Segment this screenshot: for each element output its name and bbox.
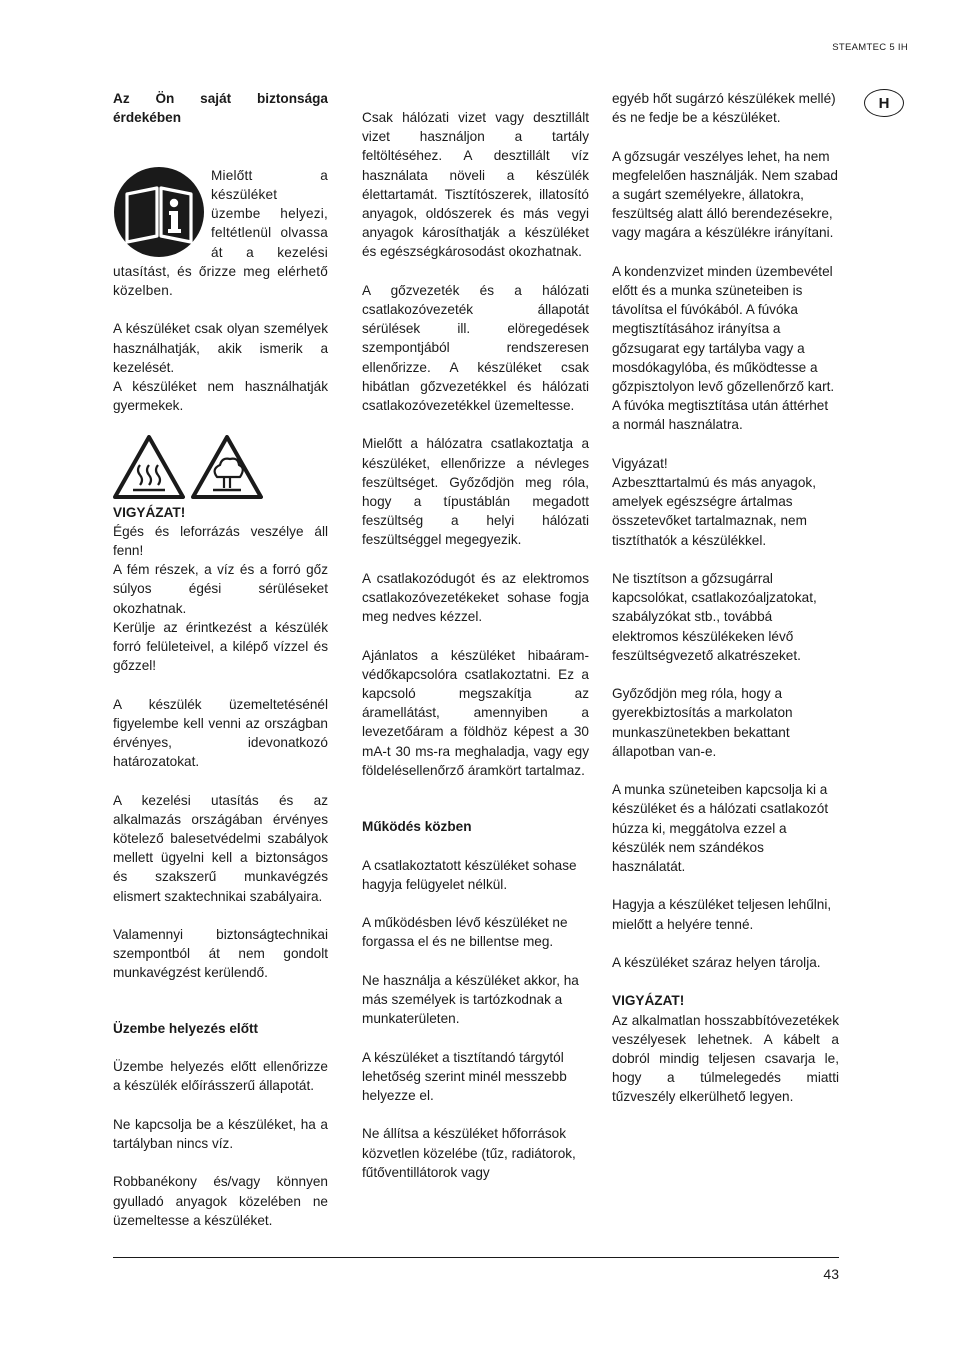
warning-title: VIGYÁZAT! <box>612 993 685 1009</box>
section-title-safety: Az Ön saját biztonsága érdekében <box>113 91 328 126</box>
section-title-before-start: Üzembe helyezés előtt <box>113 1020 259 1036</box>
column-2 <box>362 108 589 1201</box>
paragraph: Ajánlatos a készüléket hibaáram-védőkapcsolóra csatlakoztatni. Ez a kapcsoló megszakítja az áramellátást, amennyiben a levezetőáram a földhöz képest a 30 mA-t 30 ms-ra meghaladja, vagy egy földelésellenőrző áramkört tartalmaz. <box>362 647 589 778</box>
paragraph: Ne kapcsolja be a készüléket, ha a tartályban nincs víz. <box>113 1116 328 1151</box>
paragraph: A készülék üzemeltetésénél figyelembe kell venni az országban érvényes, idevonatkozó határozatokat. <box>113 696 328 770</box>
hot-surface-warning-icon <box>113 435 185 499</box>
paragraph: Győződjön meg róla, hogy a gyerekbiztosítás a markolaton munkaszünetekben bekattant állapotban van-e. <box>612 686 793 759</box>
info-text: Mielőtt a készüléket üzembe helyezi, feltétlenül olvassa át a kezelési utasítást, és őrizze meg elérhető közelben. <box>113 167 328 298</box>
paragraph: A készüléket nem használhatják gyermekek. <box>113 379 328 414</box>
paragraph: Azbeszttartalmú és más anyagok, amelyek egészségre ártalmas összetevőket tartalmaznak, nem tisztíthatók a készülékkel. <box>612 475 816 548</box>
paragraph: egyéb hőt sugárzó készülékek mellé) és ne fedje be a készüléket. <box>612 91 836 126</box>
paragraph: A gőzvezeték és a hálózati csatlakozóvezeték állapotát sérülések ill. elöregedések szempontjából rendszeresen ellenőrizze. A készüléket csak hibátlan gőzvezetékkel és hálózati csatlakozóvezetékkel üzemeltesse. <box>362 282 589 414</box>
paragraph: A munka szüneteiben kapcsolja ki a készüléket és a hálózati csatlakozót húzza ki, meggátolva ezzel a készülék nem szándékos használatát. <box>612 782 829 875</box>
paragraph: Hagyja a készüléket teljesen lehűlni, mielőtt a helyére tenné. <box>612 897 832 932</box>
paragraph: Mielőtt a hálózatra csatlakoztatja a készüléket, ellenőrizze a névleges feszültséget. Győződjön meg róla, hogy a típustáblán megadott feszültség a helyi hálózati feszültséggel megegyezik. <box>362 436 589 548</box>
paragraph: Ne tisztítson a gőzsugárral kapcsolókat, csatlakozóaljzatokat, szabályzókat stb., továbbá elektromos készülékeken lévő feszültségvezető alkatrészeket. <box>612 571 817 663</box>
section-title-during-operation: Működés közben <box>362 819 472 835</box>
paragraph: A csatlakozódugót és az elektromos csatlakozóvezetékeket sohase fogja meg nedves kézzel. <box>362 570 589 625</box>
footer-divider <box>113 1257 839 1258</box>
read-manual-info-icon <box>113 166 205 258</box>
paragraph: Vigyázat! <box>612 455 668 471</box>
language-badge: H <box>864 89 904 117</box>
info-block <box>113 166 328 300</box>
warning-icons <box>113 435 328 499</box>
warning-title: VIGYÁZAT! <box>113 504 186 520</box>
paragraph: Kerülje az érintkezést a készülék forró felületeivel, a kilépő vízzel és gőzzel! <box>113 619 328 674</box>
column-1 <box>113 89 328 1249</box>
paragraph: A készüléket száraz helyen tárolja. <box>612 955 821 971</box>
paragraph: Valamennyi biztonságtechnikai szempontból át nem gondolt munkavégzést kerülendő. <box>113 927 328 981</box>
paragraph: A fém részek, a víz és a forró gőz súlyos égési sérüléseket okozhatnak. <box>113 562 328 616</box>
paragraph: A kondenzvizet minden üzembevétel előtt és a munka szüneteiben is távolítsa el fúvókából. A fúvóka megtisztításához irányítsa a gőzsugarat egy tartályba vagy a mosdókagylóba, és működtesse a gőzpisztolyon levő gőzellenőrző kart. A fúvóka megtisztítása után áttérhet a normál használatra. <box>612 263 835 433</box>
paragraph: Ne használja a készüléket akkor, ha más személyek is tartózkodnak a munkaterületen. <box>362 972 579 1027</box>
page-number: 43 <box>823 1266 839 1282</box>
paragraph: Robbanékony és/vagy könnyen gyulladó anyagok közelében ne üzemeltesse a készüléket. <box>113 1174 328 1228</box>
paragraph: A készüléket a tisztítandó tárgytól lehetőség szerint minél messzebb helyezze el. <box>362 1049 567 1104</box>
paragraph: A készüléket csak olyan személyek használhatják, akik ismerik a kezelését. <box>113 321 328 375</box>
paragraph: Üzembe helyezés előtt ellenőrizze a készülék előírásszerű állapotát. <box>113 1059 328 1094</box>
document-model-name: STEAMTEC 5 IH <box>832 42 908 53</box>
column-3 <box>612 89 839 1126</box>
paragraph: Égés és leforrázás veszélye áll fenn! <box>113 523 328 558</box>
paragraph: Ne állítsa a készüléket hőforrások közvetlen közelébe (tűz, radiátorok, fűtőventillátorok vagy <box>362 1126 576 1180</box>
paragraph: Az alkalmatlan hosszabbítóvezetékek veszélyesek lehetnek. A kábelt a dobról mindig teljesen csavarja le, hogy a túlmelegedés miatti tűzveszély elkerülhető legyen. <box>612 1012 839 1105</box>
paragraph: Csak hálózati vizet vagy desztillált vizet használjon a tartály feltöltéséhez. A desztillált víz használata növeli a készülék élettartamát. Tisztítószerek, illatosító anyagok, oldószerek és más vegyi anyagok károsíthatják a készüléket és egészségkárosodást okozhatnak. <box>362 110 589 260</box>
paragraph: A kezelési utasítás és az alkalmazás országában érvényes kötelező balesetvédelmi szabályok mellett ügyelni kell a biztonságos és szakszerű munkavégzés elismert szaktechnikai szabályaira. <box>113 792 328 904</box>
paragraph: A gőzsugár veszélyes lehet, ha nem megfelelően használják. Nem szabad a sugárt személyekre, állatokra, feszültség alatt álló berendezésekre, vagy magára a készülékre irányítani. <box>612 148 838 241</box>
hot-steam-warning-icon <box>191 435 263 499</box>
paragraph: A működésben lévő készüléket ne forgassa el és ne billentse meg. <box>362 915 568 950</box>
paragraph: A csatlakoztatott készüléket sohase hagyja felügyelet nélkül. <box>362 857 577 892</box>
